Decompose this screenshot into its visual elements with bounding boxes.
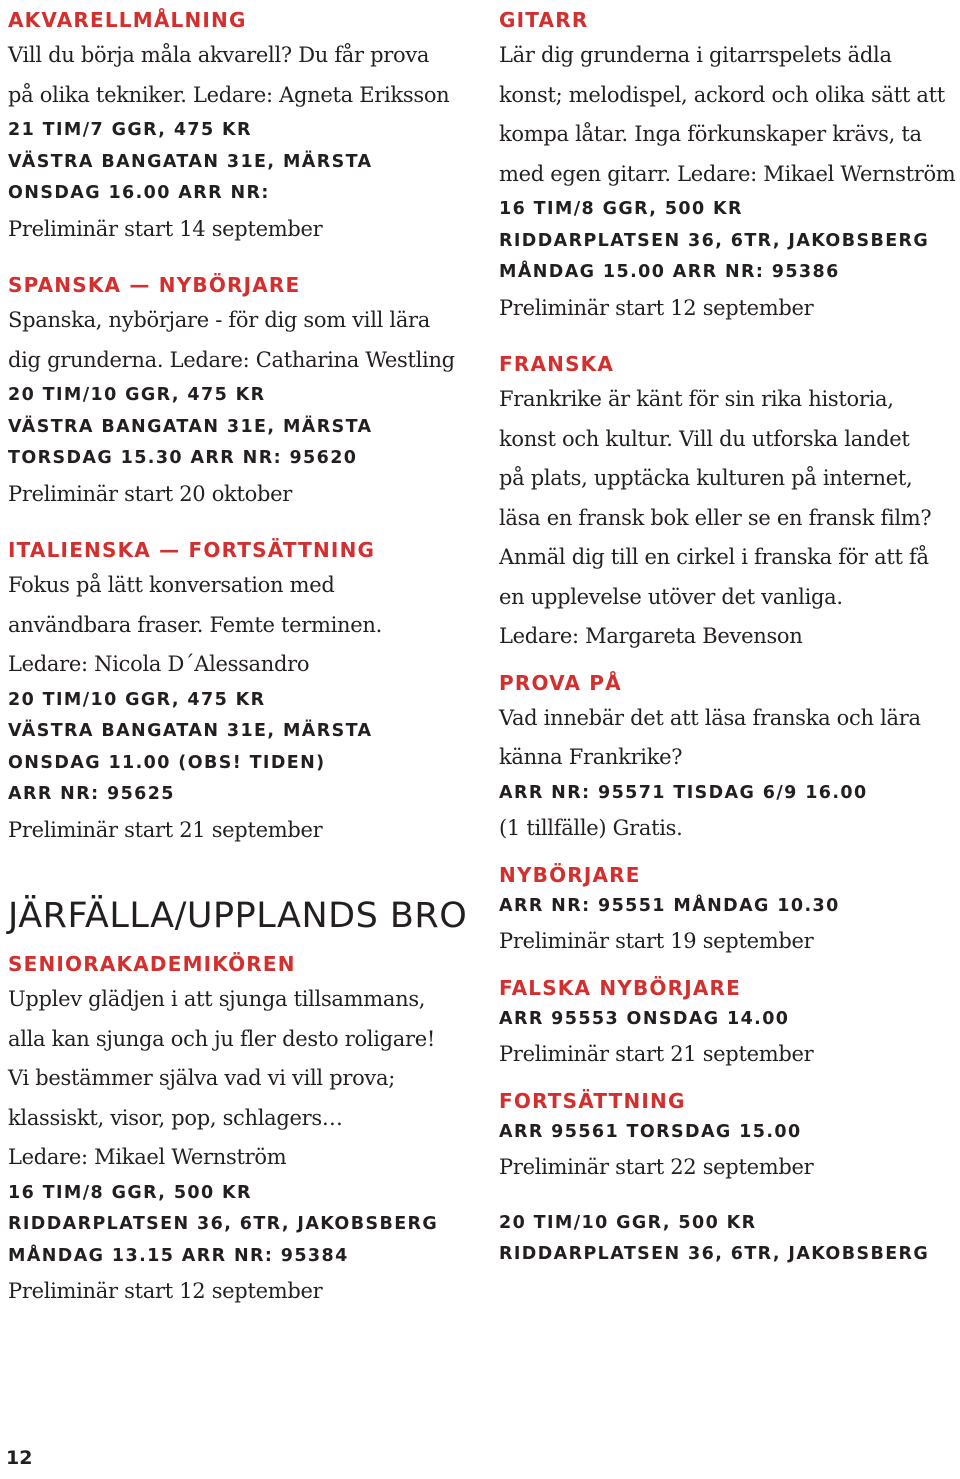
course-description-line: Anmäl dig till en cirkel i franska för att få <box>499 545 929 569</box>
course-description-line: Ledare: Nicola D´Alessandro <box>8 652 310 676</box>
course-description-line: Frankrike är känt för sin rika historia, <box>499 387 894 411</box>
course-heading: ITALIENSKA — FORTSÄTTNING <box>8 538 376 562</box>
course-franska <box>499 348 954 657</box>
course-description-line: kompa låtar. Inga förkunskaper krävs, ta <box>499 122 922 146</box>
course-description-line: Upplev glädjen i att sjunga tillsammans, <box>8 987 426 1011</box>
course-start-date: Preliminär start 12 september <box>8 1279 323 1303</box>
course-heading: SENIORAKADEMIKÖREN <box>8 952 296 976</box>
course-description-line: en upplevelse utöver det vanliga. <box>499 584 843 609</box>
course-description-line: dig grunderna. Ledare: Catharina Westling <box>8 347 455 372</box>
course-start-date: Preliminär start 12 september <box>499 295 814 320</box>
course-heading: AKVARELLMÅLNING <box>8 8 247 32</box>
course-heading: FALSKA NYBÖRJARE <box>499 975 741 1000</box>
course-start-date: Preliminär start 21 september <box>499 1042 814 1066</box>
course-meta-line: ARR NR: 95551 MÅNDAG 10.30 <box>499 895 840 916</box>
course-description-line: Vi bestämmer själva vad vi vill prova; <box>8 1066 395 1090</box>
course-meta-line: MÅNDAG 15.00 ARR NR: 95386 <box>499 262 840 282</box>
course-heading: NYBÖRJARE <box>499 862 641 887</box>
course-nyborjare <box>499 859 954 962</box>
course-heading: SPANSKA — NYBÖRJARE <box>8 273 301 297</box>
left-column <box>8 4 478 1312</box>
course-meta-line: RIDDARPLATSEN 36, 6TR, JAKOBSBERG <box>8 1214 439 1234</box>
course-meta-line: ARR 95553 ONSDAG 14.00 <box>499 1008 790 1029</box>
course-meta-line: 21 TIM/7 GGR, 475 KR <box>8 120 252 140</box>
course-description-line: Spanska, nybörjare - för dig som vill lära <box>8 308 431 332</box>
course-meta-line: VÄSTRA BANGATAN 31E, MÄRSTA <box>8 416 373 437</box>
course-meta-line: RIDDARPLATSEN 36, 6TR, JAKOBSBERG <box>499 230 930 251</box>
course-description-line: användbara fraser. Femte terminen. <box>8 612 383 637</box>
course-meta-line: ONSDAG 16.00 ARR NR: <box>8 183 270 203</box>
course-start-date: Preliminär start 22 september <box>499 1155 814 1179</box>
course-spanska-nyborjare <box>8 269 478 514</box>
course-description-line: Ledare: Margareta Bevenson <box>499 624 803 648</box>
course-start-date: Preliminär start 20 oktober <box>8 481 292 506</box>
course-description-line: konst; melodispel, ackord och olika sätt att <box>499 82 945 107</box>
course-falska-nyborjare <box>499 972 954 1075</box>
course-fortsattning <box>499 1085 954 1188</box>
course-description-line: läsa en fransk bok eller se en fransk film? <box>499 505 932 530</box>
course-meta-line: 20 TIM/10 GGR, 500 KR <box>499 1212 757 1233</box>
course-heading: FORTSÄTTNING <box>499 1088 686 1113</box>
course-meta-line: 20 TIM/10 GGR, 475 KR <box>8 689 266 710</box>
course-description-line: på olika tekniker. Ledare: Agneta Eriksson <box>8 82 450 107</box>
course-description-line: Vill du börja måla akvarell? Du får prova <box>8 43 430 67</box>
course-description-line: Lär dig grunderna i gitarrspelets ädla <box>499 43 892 67</box>
course-akvarellmalning <box>8 4 478 249</box>
course-meta-line: RIDDARPLATSEN 36, 6TR, JAKOBSBERG <box>499 1244 930 1264</box>
course-meta-line: MÅNDAG 13.15 ARR NR: 95384 <box>8 1245 349 1266</box>
course-description-line: känna Frankrike? <box>499 745 683 769</box>
course-note: (1 tillfälle) Gratis. <box>499 816 683 840</box>
course-heading: GITARR <box>499 8 589 32</box>
course-meta-line: ARR 95561 TORSDAG 15.00 <box>499 1121 802 1142</box>
course-meta-line: VÄSTRA BANGATAN 31E, MÄRSTA <box>8 721 373 741</box>
course-meta-line: ONSDAG 11.00 (OBS! TIDEN) <box>8 752 326 773</box>
course-description-line: Vad innebär det att läsa franska och lära <box>499 705 921 730</box>
course-description-line: Fokus på lätt konversation med <box>8 573 335 597</box>
course-start-date: Preliminär start 19 september <box>499 929 814 953</box>
course-meta-line: TORSDAG 15.30 ARR NR: 95620 <box>8 448 358 468</box>
course-meta-line: 16 TIM/8 GGR, 500 KR <box>8 1182 252 1203</box>
course-start-date: Preliminär start 14 september <box>8 216 323 241</box>
course-prova-pa <box>499 667 954 849</box>
course-description-line: klassiskt, visor, pop, schlagers… <box>8 1105 343 1130</box>
course-description-line: med egen gitarr. Ledare: Mikael Wernström <box>499 161 956 186</box>
region-title: JÄRFÄLLA/UPPLANDS BRO <box>8 896 468 936</box>
course-italienska-fortsattning <box>8 534 478 850</box>
course-heading: PROVA PÅ <box>499 670 622 695</box>
course-description-line: Ledare: Mikael Wernström <box>8 1145 287 1169</box>
course-description-line: konst och kultur. Vill du utforska landet <box>499 426 910 451</box>
course-gitarr <box>499 4 954 328</box>
course-seniorakademikoren <box>8 948 478 1312</box>
course-description-line: på plats, upptäcka kulturen på internet, <box>499 466 913 490</box>
course-description-line: alla kan sjunga och ju fler desto roligare! <box>8 1026 436 1051</box>
franska-common-info <box>499 1208 954 1271</box>
course-meta-line: 20 TIM/10 GGR, 475 KR <box>8 385 266 405</box>
course-start-date: Preliminär start 21 september <box>8 817 323 842</box>
course-meta-line: ARR NR: 95571 TISDAG 6/9 16.00 <box>499 782 868 803</box>
course-meta-line: 16 TIM/8 GGR, 500 KR <box>499 199 743 219</box>
course-heading: FRANSKA <box>499 352 615 376</box>
course-meta-line: VÄSTRA BANGATAN 31E, MÄRSTA <box>8 151 373 172</box>
page-number: 12 <box>6 1447 33 1469</box>
right-column <box>499 4 954 1271</box>
course-meta-line: ARR NR: 95625 <box>8 784 175 804</box>
